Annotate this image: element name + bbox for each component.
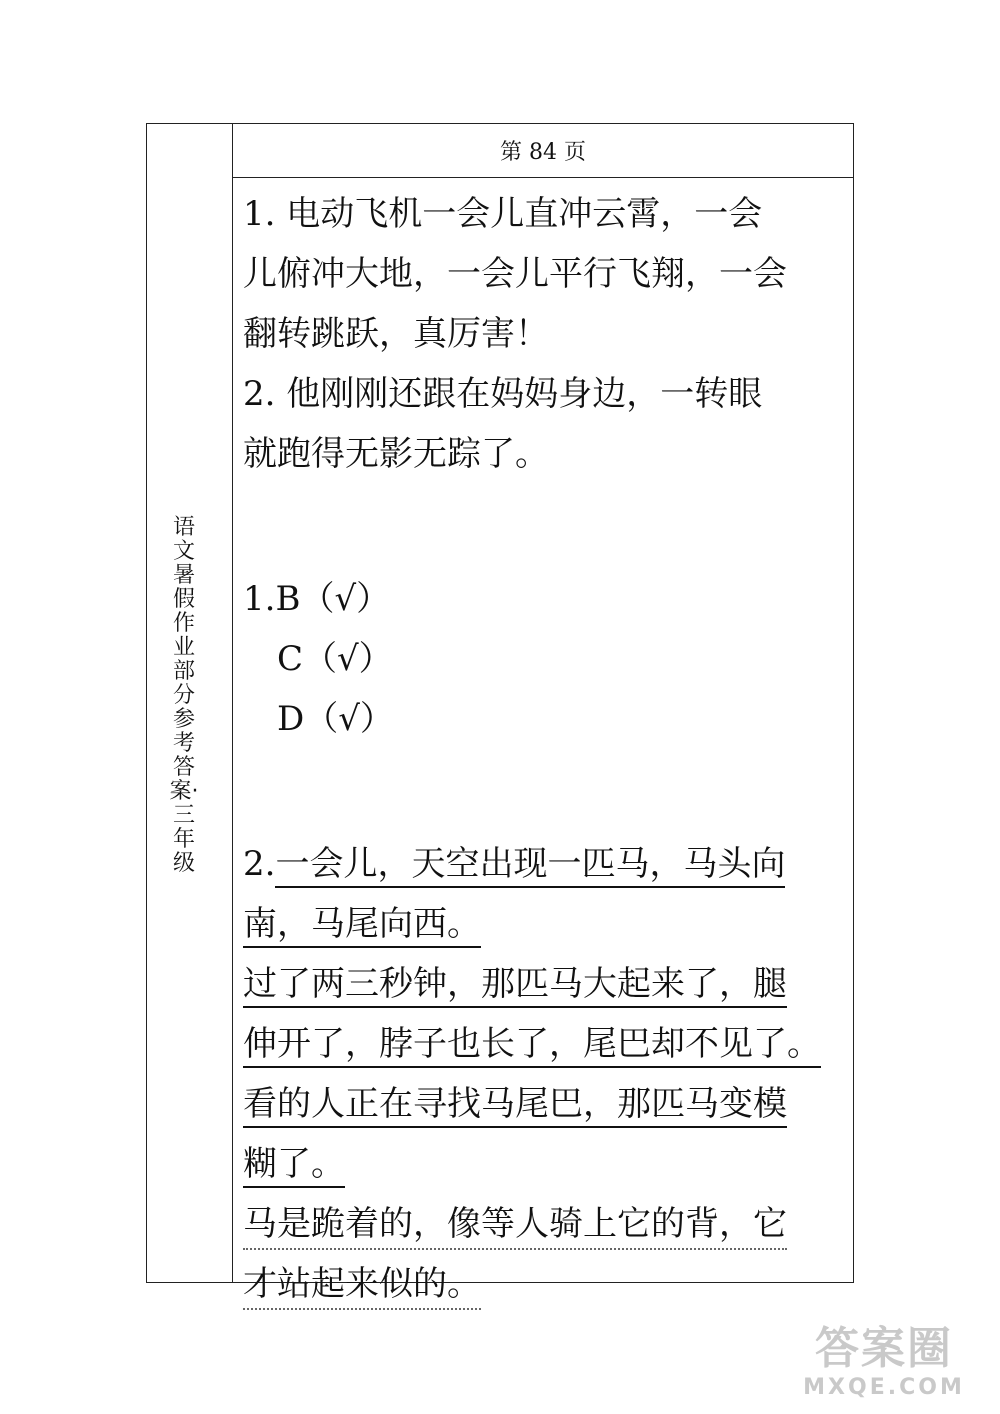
choice-item — [243, 629, 849, 689]
answer-table — [146, 123, 854, 1304]
page-number-header: 第 84 页 — [233, 124, 853, 178]
dotted-underline-text: 才站起来似的。 — [243, 1264, 481, 1310]
watermark-logo-text: 答案圈 — [815, 1323, 953, 1374]
underlined-text: 糊了。 — [243, 1144, 345, 1188]
choice-answer: C（√） — [277, 639, 393, 679]
dotted-underline-text: 马是跪着的，像等人骑上它的背，它 — [243, 1204, 787, 1250]
site-watermark — [794, 1324, 974, 1408]
answer-line: 就跑得无影无踪了。 — [243, 434, 549, 474]
answer-line — [243, 1134, 849, 1194]
answer-line: 翻转跳跃，真厉害！ — [243, 314, 549, 354]
choice-answer: D（√） — [277, 699, 394, 739]
answer-line — [243, 954, 849, 1014]
underlined-text: 看的人正在寻找马尾巴，那匹马变模 — [243, 1084, 787, 1128]
sidebar-column — [147, 124, 233, 1282]
answer-line — [243, 834, 849, 894]
answer-line: 1. 电动飞机一会儿直冲云霄，一会 — [243, 194, 763, 234]
underlined-text: 一会儿，天空出现一匹马，马头向 — [275, 844, 785, 888]
answer-content — [243, 184, 849, 1314]
sidebar-label: 语文暑假作业部分参考答案·三年级 — [169, 515, 199, 876]
answer-line — [243, 1014, 849, 1074]
answer-line: 儿俯冲大地，一会儿平行飞翔，一会 — [243, 254, 787, 294]
choice-number: 1. — [243, 579, 276, 619]
choice-item — [243, 689, 849, 749]
choice-item — [243, 569, 849, 629]
underlined-text: 南，马尾向西。 — [243, 904, 481, 948]
answer-line — [243, 1194, 849, 1254]
answer-line — [243, 894, 849, 954]
answer-line: 2. 他刚刚还跟在妈妈身边，一转眼 — [243, 374, 763, 414]
answer-line — [243, 1254, 849, 1314]
underlined-text: 伸开了，脖子也长了，尾巴却不见了。 — [243, 1024, 821, 1068]
choice-answer: B（√） — [275, 579, 391, 619]
underlined-text: 过了两三秒钟，那匹马大起来了，腿 — [243, 964, 787, 1008]
watermark-url: MXQE.COM — [803, 1375, 965, 1400]
answer-line — [243, 1074, 849, 1134]
item-number: 2. — [243, 844, 276, 884]
